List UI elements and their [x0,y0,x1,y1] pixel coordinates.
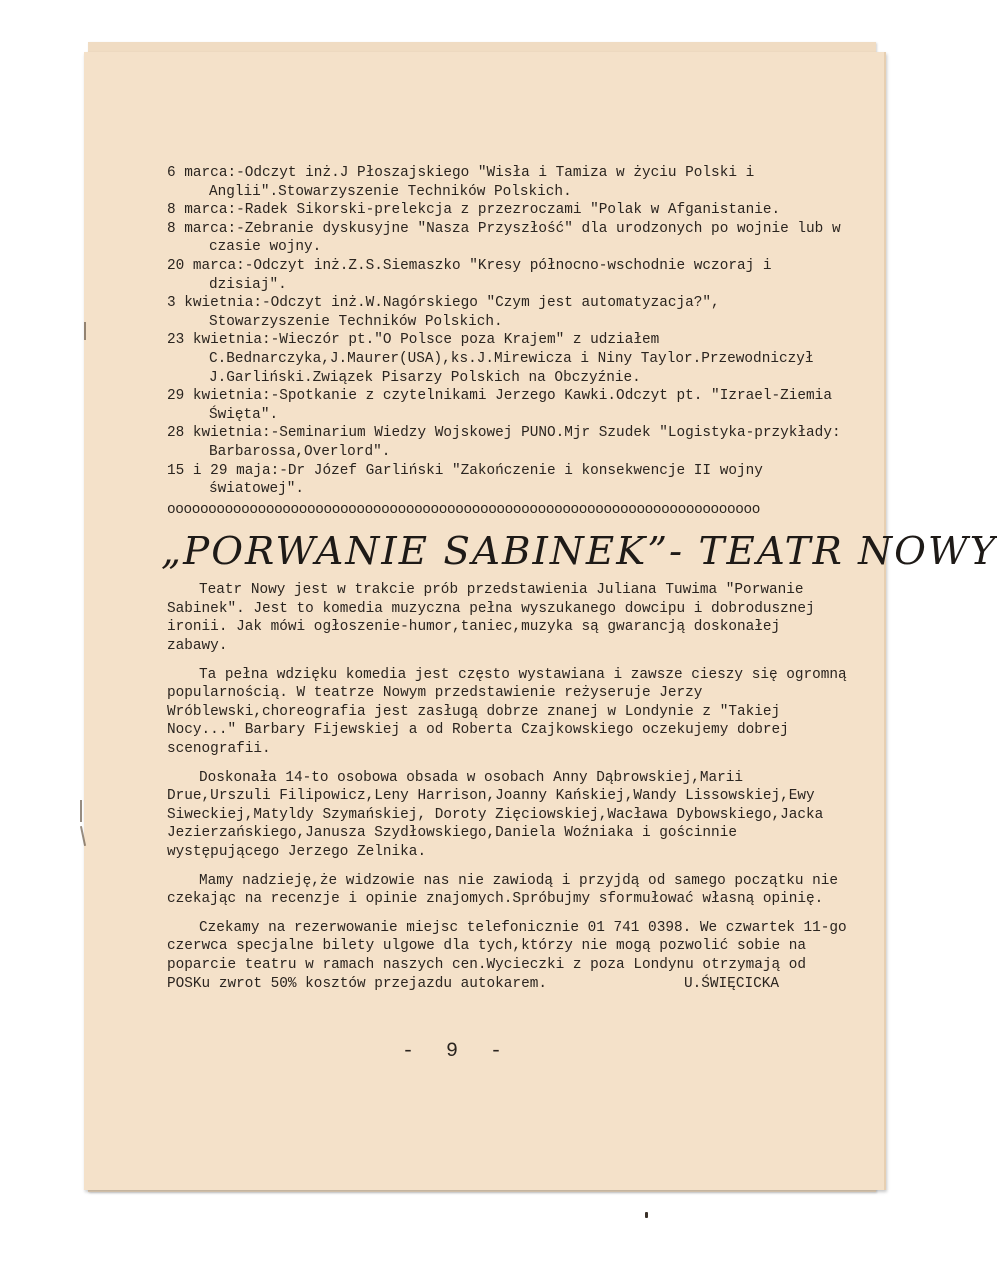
margin-mark [84,322,86,340]
author-signature: U.ŚWIĘCICKA [684,976,779,993]
event-entry: 23 kwietnia:-Wieczór pt."O Polsce poza Krajem" z udziałem C.Bednarczyka,J.Maurer(USA),ks.J.Mirewicza i Niny Taylor.Przewodniczył J.Garliński.Związek Pisarzy Polskich na Obczyźnie. [167,332,823,386]
margin-mark [80,800,82,822]
article-paragraph: Doskonała 14-to osobowa obsada w osobach Anny Dąbrowskiej,Marii Drue,Urszuli Filipowicz,Leny Harrison,Joanny Kańskiej,Wandy Lissowskiej,Ewy Siweckiej,Matyldy Szymańskiej, Doroty Zięciowskiej,Wacława Dybowskiego,Jacka Jezierzańskiego,Janusza Szydłowskiego,Daniela Woźniaka i gościnnie występującego Jerzego Zelnika. [167,769,824,860]
dust-speck [645,1212,648,1218]
page-number: - 9 - [402,1040,513,1063]
event-entry: 15 i 29 maja:-Dr Józef Garliński "Zakończenie i konsekwencje II wojny światowej". [167,462,772,498]
article-paragraph: Teatr Nowy jest w trakcie prób przedstawienia Juliana Tuwima "Porwanie Sabinek". Jest to komedia muzyczna pełna wyszukanego dowcipu i dobrodusznej ironii. Jak mówi ogłoszenie-humor,taniec,muzyka są gwarancją doskonałej zabawy. [167,582,815,655]
article-heading: „PORWANIE SABINEK”- TEATR NOWY [161,529,997,574]
article-paragraph: Mamy nadzieję,że widzowie nas nie zawiodą i przyjdą od samego początku nie czekając na recenzje i opinie znajomych.Spróbujmy sformułować własną opinię. [167,872,839,908]
event-entry: 8 marca:-Zebranie dyskusyjne "Nasza Przyszłość" dla urodzonych po wojnie lub w czasie wojny. [167,220,850,256]
event-entry: 8 marca:-Radek Sikorski-prelekcja z przezroczami "Polak w Afganistanie. [167,202,781,219]
article-paragraph: Czekamy na rezerwowanie miejsc telefonicznie 01 741 0398. We czwartek 11-go czerwca specjalne bilety ulgowe dla tych,którzy nie mogą pozwolić sobie na poparcie teatru w ramach naszych cen.Wycieczki z poza Londynu otrzymają od POSKu zwrot 50% kosztów przejazdu autokarem. [167,919,847,992]
article-body [167,581,847,993]
signature-row [167,975,847,995]
event-entry: 6 marca:-Odczyt inż.J Płoszajskiego "Wisła i Tamiza w życiu Polski i Anglii".Stowarzyszenie Techników Polskich. [167,165,763,200]
event-entry: 3 kwietnia:-Odczyt inż.W.Nagórskiego "Czym jest automatyzacja?", Stowarzyszenie Techników Polskich. [167,295,729,330]
event-entry: 28 kwietnia:-Seminarium Wiedzy Wojskowej PUNO.Mjr Szudek "Logistyka-przykłady: Barbarossa,Overlord". [167,425,850,460]
page-text [161,164,997,995]
events-list [167,164,850,499]
separator-line: oooooooooooooooooooooooooooooooooooooooooooooooooooooooooooooooooooooooo [167,501,760,518]
event-entry: 29 kwietnia:-Spotkanie z czytelnikami Jerzego Kawki.Odczyt pt. "Izrael-Ziemia Święta". [167,388,841,423]
event-entry: 20 marca:-Odczyt inż.Z.S.Siemaszko "Kresy północno-wschodnie wczoraj i dzisiaj". [167,257,781,293]
article-paragraph: Ta pełna wdzięku komedia jest często wystawiana i zawsze cieszy się ogromną popularnością. W teatrze Nowym przedstawienie reżyseruje Jerzy Wróblewski,choreografia jest zasługą dobrze znanej w Londynie z "Takiej Nocy..." Barbary Fijewskiej a od Roberta Czajkowskiego oczekujemy dobrej scenografii. [167,666,847,758]
